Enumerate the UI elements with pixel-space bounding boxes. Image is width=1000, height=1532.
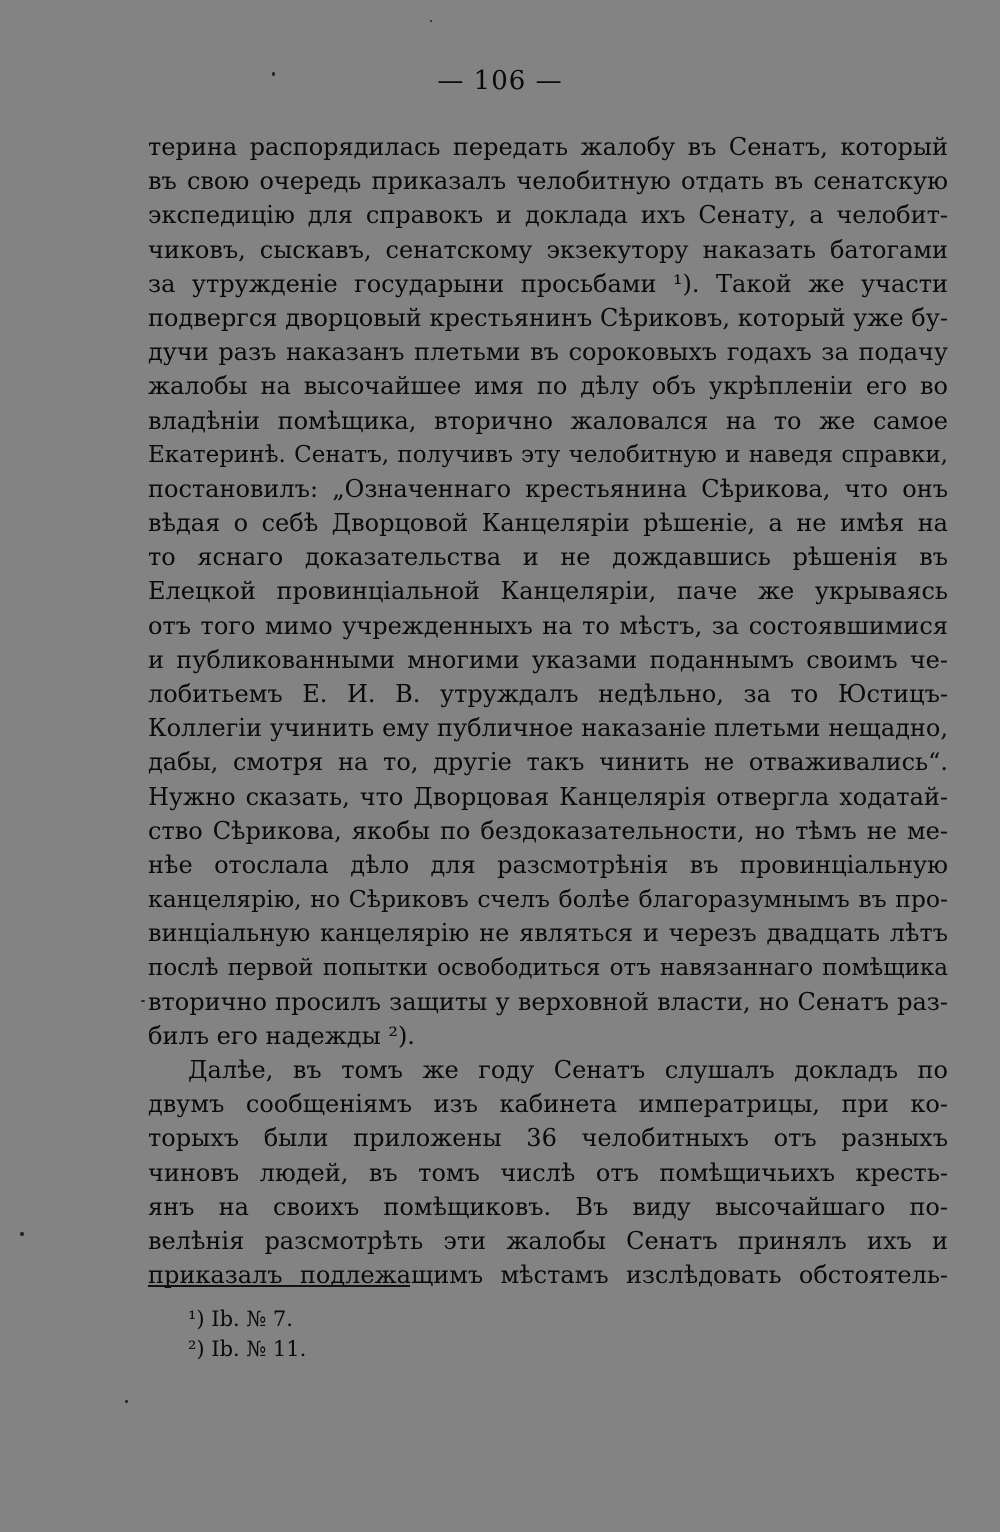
scan-speck [272, 72, 275, 76]
text-line: подвергся дворцовый крестьянинъ Сѣриковъ, который уже бу- [148, 303, 948, 332]
text-line: за утружденіе государыни просьбами ¹). Такой же участи [148, 269, 948, 298]
body-text [148, 130, 948, 1292]
text-line: чиновъ людей, въ томъ числѣ отъ помѣщичьихъ кресть- [148, 1158, 948, 1187]
text-line: торыхъ были приложены 36 челобитныхъ отъ разныхъ [148, 1124, 948, 1153]
text-line: билъ его надежды ²). [148, 1021, 415, 1050]
text-line: ство Сѣрикова, якобы по бездоказательности, но тѣмъ не ме- [148, 816, 948, 845]
text-line: Елецкой провинціальной Канцеляріи, паче же укрываясь [148, 577, 948, 606]
text-line: чиковъ, сыскавъ, сенатскому экзекутору наказать батогами [148, 235, 948, 264]
text-line: Коллегіи учинить ему публичное наказаніе плетьми нещадно, [148, 714, 948, 743]
scan-speck [430, 20, 432, 22]
page-number: — 106 — [437, 66, 563, 96]
text-line: послѣ первой попытки освободиться отъ навязаннаго помѣщика [148, 954, 948, 981]
text-line: велѣнія разсмотрѣть эти жалобы Сенатъ принялъ ихъ и [148, 1227, 948, 1255]
text-line: нѣе отослала дѣло для разсмотрѣнія въ провинціальную [148, 850, 948, 879]
text-line: двумъ сообщеніямъ изъ кабинета императрицы, при ко- [148, 1090, 948, 1119]
text-line: вѣдая о себѣ Дворцовой Канцеляріи рѣшеніе, а не имѣя на [148, 509, 948, 538]
text-line: Нужно сказать, что Дворцовая Канцелярія отвергла ходатай- [148, 782, 948, 811]
footnote: ¹) Ib. № 7. [188, 1307, 293, 1331]
text-line: и публикованными многими указами поданнымъ своимъ че- [148, 645, 948, 674]
text-line: приказалъ подлежащимъ мѣстамъ изслѣдовать обстоятель- [148, 1261, 948, 1290]
text-line: отъ того мимо учрежденныхъ на то мѣстъ, за состоявшимися [148, 611, 948, 640]
text-line: Екатеринѣ. Сенатъ, получивъ эту челобитную и наведя справки, [148, 441, 948, 468]
footnote-divider [148, 1285, 410, 1287]
text-line: канцелярію, но Сѣриковъ счелъ болѣе благоразумнымъ въ про- [148, 885, 948, 914]
text-line: дабы, смотря на то, другіе такъ чинить не отваживались“. [148, 748, 948, 777]
text-line: вторично просилъ защиты у верховной власти, но Сенатъ раз- [148, 987, 948, 1016]
text-line: владѣніи помѣщика, вторично жаловался на то же самое [148, 406, 948, 435]
text-line: винціальную канцелярію не являться и черезъ двадцать лѣтъ [148, 919, 948, 948]
scan-speck [125, 1400, 128, 1403]
text-line: терина распорядилась передать жалобу въ Сенатъ, который [148, 133, 948, 161]
footnotes [188, 1304, 306, 1364]
text-line: дучи разъ наказанъ плетьми въ сороковыхъ годахъ за подачу [148, 338, 948, 367]
text-line: лобитьемъ Е. И. В. утруждалъ недѣльно, за то Юстицъ- [148, 680, 948, 708]
text-line: жалобы на высочайшее имя по дѣлу объ укрѣпленіи его во [148, 372, 948, 401]
text-line: янъ на своихъ помѣщиковъ. Въ виду высочайшаго по- [148, 1192, 948, 1221]
text-line: постановилъ: „Означеннаго крестьянина Сѣрикова, что онъ [148, 474, 948, 503]
scan-speck [20, 1232, 24, 1236]
text-line: экспедицію для справокъ и доклада ихъ Сенату, а челобит- [148, 201, 948, 230]
footnote: ²) Ib. № 11. [188, 1337, 307, 1361]
scan-speck [141, 1000, 145, 1002]
text-line: въ свою очередь приказалъ челобитную отдать въ сенатскую [148, 167, 948, 196]
paragraph-start-line: Далѣе, въ томъ же году Сенатъ слушалъ докладъ по [188, 1056, 948, 1085]
text-line: то яснаго доказательства и не дождавшись рѣшенія въ [148, 543, 948, 572]
